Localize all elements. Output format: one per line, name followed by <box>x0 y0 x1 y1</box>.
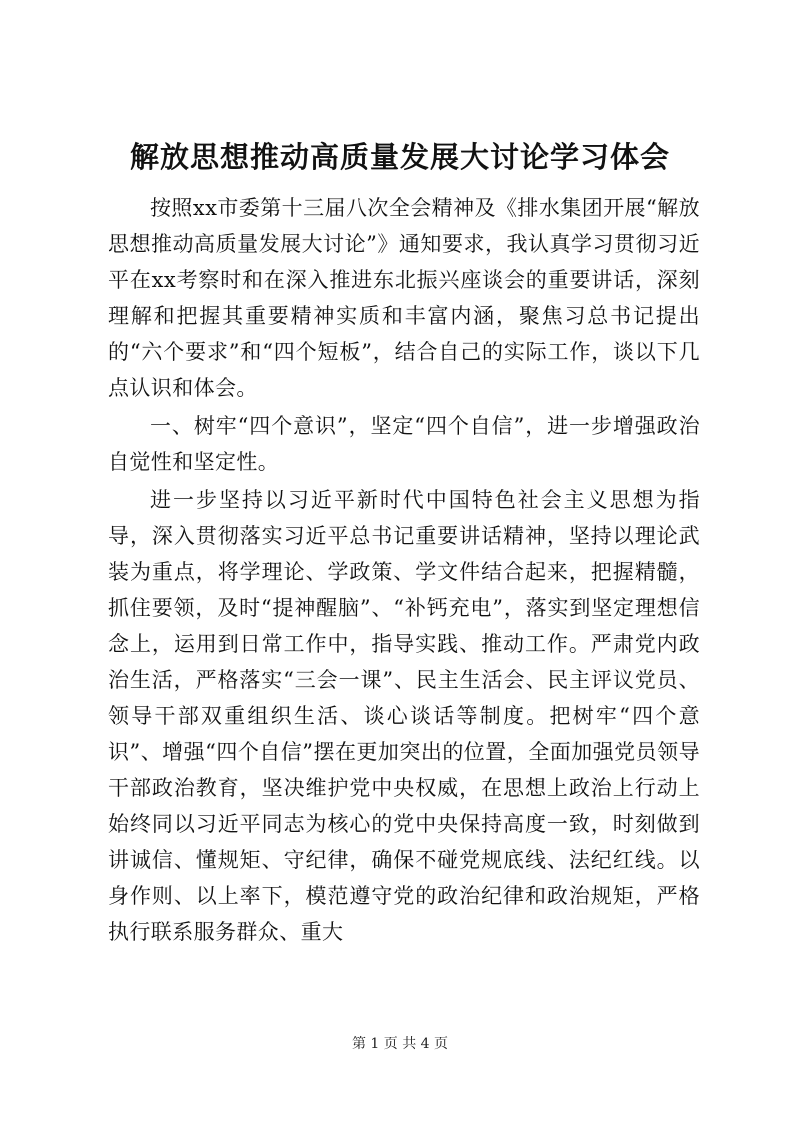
paragraph-heading-one: 一、树牢“四个意识”，坚定“四个自信”，进一步增强政治自觉性和坚定性。 <box>108 414 700 474</box>
document-body <box>108 190 700 950</box>
paragraph-body-one: 进一步坚持以习近平新时代中国特色社会主义思想为指导，深入贯彻落实习近平总书记重要讲话精神，坚持以理论武装为重点，将学理论、学政策、学文件结合起来，把握精髓，抓住要领，及时“提神醒脑”、“补钙充电”，落实到坚定理想信念上，运用到日常工作中，指导实践、推动工作。严肃党内政治生活，严格落实“三会一课”、民主生活会、民主评议党员、领导干部双重组织生活、谈心谈话等制度。把树牢“四个意识”、增强“四个自信”摆在更加突出的位置，全面加强党员领导干部政治教育，坚决维护党中央权威，在思想上政治上行动上始终同以习近平同志为核心的党中央保持高度一致，时刻做到讲诚信、懂规矩、守纪律，确保不碰党规底线、法纪红线。以身作则、以上率下，模范遵守党的政治纪律和政治规矩，严格执行联系服务群众、重大 <box>108 488 700 944</box>
paragraph-intro: 按照xx市委第十三届八次全会精神及《排水集团开展“解放思想推动高质量发展大讨论”》通知要求，我认真学习贯彻习近平在xx考察时和在深入推进东北振兴座谈会的重要讲话，深刻理解和把握其重要精神实质和丰富内涵，聚焦习总书记提出的“六个要求”和“四个短板”，结合自己的实际工作，谈以下几点认识和体会。 <box>108 196 700 400</box>
document-title: 解放思想推动高质量发展大讨论学习体会 <box>129 140 670 174</box>
page-footer: 第 1 页 共 4 页 <box>351 1036 449 1052</box>
